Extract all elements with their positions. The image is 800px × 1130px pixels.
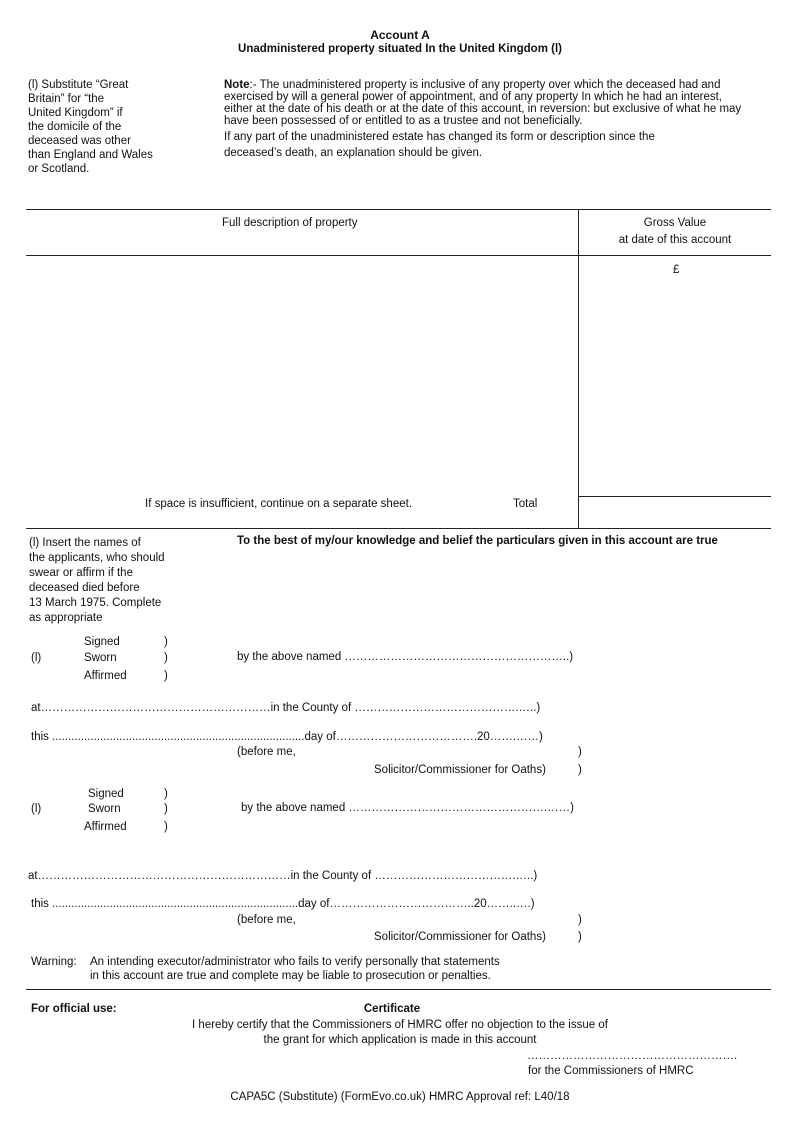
certificate-title: Certificate	[363, 1003, 421, 1015]
total-row-border	[579, 496, 771, 497]
option-affirmed[interactable]: Affirmed	[84, 670, 127, 682]
official-use-label: For official use:	[31, 1003, 117, 1015]
note-line: :- The unadministered property is inclusive of any property over which the deceased had and	[249, 79, 721, 91]
bracket: )	[578, 914, 582, 926]
bracket: )	[164, 670, 168, 682]
option-signed[interactable]: Signed	[84, 636, 120, 648]
table-column-divider	[578, 209, 579, 528]
bracket: )	[164, 652, 168, 664]
total-label: Total	[513, 498, 538, 510]
form-reference-footer: CAPA5C (Substitute) (FormEvo.co.uk) HMRC Approval ref: L40/18	[230, 1091, 570, 1103]
bracket: )	[164, 803, 168, 815]
side-note-line: the domicile of the	[28, 121, 122, 133]
before-me-label: (before me,	[237, 746, 296, 758]
hmrc-signature-caption: for the Commissioners of HMRC	[528, 1065, 694, 1077]
side-note-line: (l) Substitute “Great	[28, 79, 129, 91]
footnote-marker: (l)	[31, 652, 42, 664]
bracket: )	[164, 788, 168, 800]
option-sworn[interactable]: Sworn	[88, 803, 121, 815]
description-input-area[interactable]	[27, 256, 577, 492]
column-header-gross-value-sub: at date of this account	[618, 234, 732, 246]
table-top-border	[26, 209, 771, 210]
total-value-field[interactable]	[580, 498, 770, 527]
note-line: have been possessed of or entitled to as a trustee and not beneficially.	[224, 115, 583, 127]
warning-line: in this account are true and complete may be liable to prosecution or penalties.	[90, 970, 491, 982]
note-label: Note	[224, 79, 250, 91]
warning-label: Warning:	[31, 956, 77, 968]
side-note-line: deceased was other	[28, 135, 131, 147]
gross-value-input-area[interactable]	[580, 280, 770, 494]
note-line: either at the date of his death or at the date of this account, in reversion: but exclusive of what he may	[224, 103, 742, 115]
by-above-named-field[interactable]: by the above named …………………………………………………..)	[237, 651, 574, 663]
certificate-text: I hereby certify that the Commissioners of HMRC offer no objection to the issue of	[192, 1019, 608, 1031]
space-insufficient-note: If space is insufficient, continue on a separate sheet.	[145, 498, 413, 510]
column-header-description: Full description of property	[222, 217, 358, 229]
side-note-line: Britain” for “the	[28, 93, 105, 105]
side-note-line: United Kingdom” if	[28, 107, 123, 119]
currency-symbol: £	[673, 264, 680, 276]
bracket: )	[578, 931, 582, 943]
at-county-field[interactable]: at……………………………………………………in the County of …………………………………….…..)	[31, 702, 541, 714]
side-note-line: the applicants, who should	[29, 552, 165, 564]
side-note-line: as appropriate	[29, 612, 103, 624]
form-subtitle: Unadministered property situated In the United Kingdom (l)	[238, 43, 562, 55]
option-affirmed[interactable]: Affirmed	[84, 821, 127, 833]
table-bottom-border	[26, 528, 771, 529]
warning-line: An intending executor/administrator who fails to verify personally that statements	[90, 956, 500, 968]
bracket: )	[578, 764, 582, 776]
note-line: If any part of the unadministered estate has changed its form or description since the	[224, 131, 655, 143]
side-note-line: or Scotland.	[28, 163, 90, 175]
side-note-line: swear or affirm if the	[29, 567, 133, 579]
option-signed[interactable]: Signed	[88, 788, 124, 800]
date-field[interactable]: this .............................................................................day of………………………………..20……..….)	[31, 898, 535, 910]
by-above-named-field[interactable]: by the above named …………………………………………….……)	[241, 802, 574, 814]
side-note-line: (l) Insert the names of	[29, 537, 141, 549]
note-line: exercised by will a general power of appointment, and of any property In which he had an interest,	[224, 91, 722, 103]
side-note-line: deceased died before	[29, 582, 140, 594]
date-field[interactable]: this ...............................................................................day of……………………………….20…….……)	[31, 731, 543, 743]
footnote-marker: (l)	[31, 803, 42, 815]
option-sworn[interactable]: Sworn	[84, 652, 117, 664]
side-note-line: 13 March 1975. Complete	[29, 597, 162, 609]
declaration-statement: To the best of my/our knowledge and belief the particulars given in this account are true	[237, 535, 718, 547]
before-me-label: (before me,	[237, 914, 296, 926]
form-title: Account A	[370, 28, 430, 42]
certificate-text: the grant for which application is made in this account	[263, 1034, 537, 1046]
bracket: )	[164, 821, 168, 833]
note-line: deceased’s death, an explanation should be given.	[224, 147, 483, 159]
bracket: )	[164, 636, 168, 648]
bracket: )	[578, 746, 582, 758]
official-use-divider	[26, 989, 771, 990]
at-county-field[interactable]: at…………………………………………………………in the County of ……………………………….…..)	[28, 870, 538, 882]
solicitor-label: Solicitor/Commissioner for Oaths)	[374, 931, 546, 943]
side-note-line: than England and Wales	[28, 149, 153, 161]
column-header-gross-value: Gross Value	[643, 217, 707, 229]
solicitor-label: Solicitor/Commissioner for Oaths)	[374, 764, 546, 776]
hmrc-signature-line[interactable]: ……………………………………………….	[527, 1050, 738, 1062]
